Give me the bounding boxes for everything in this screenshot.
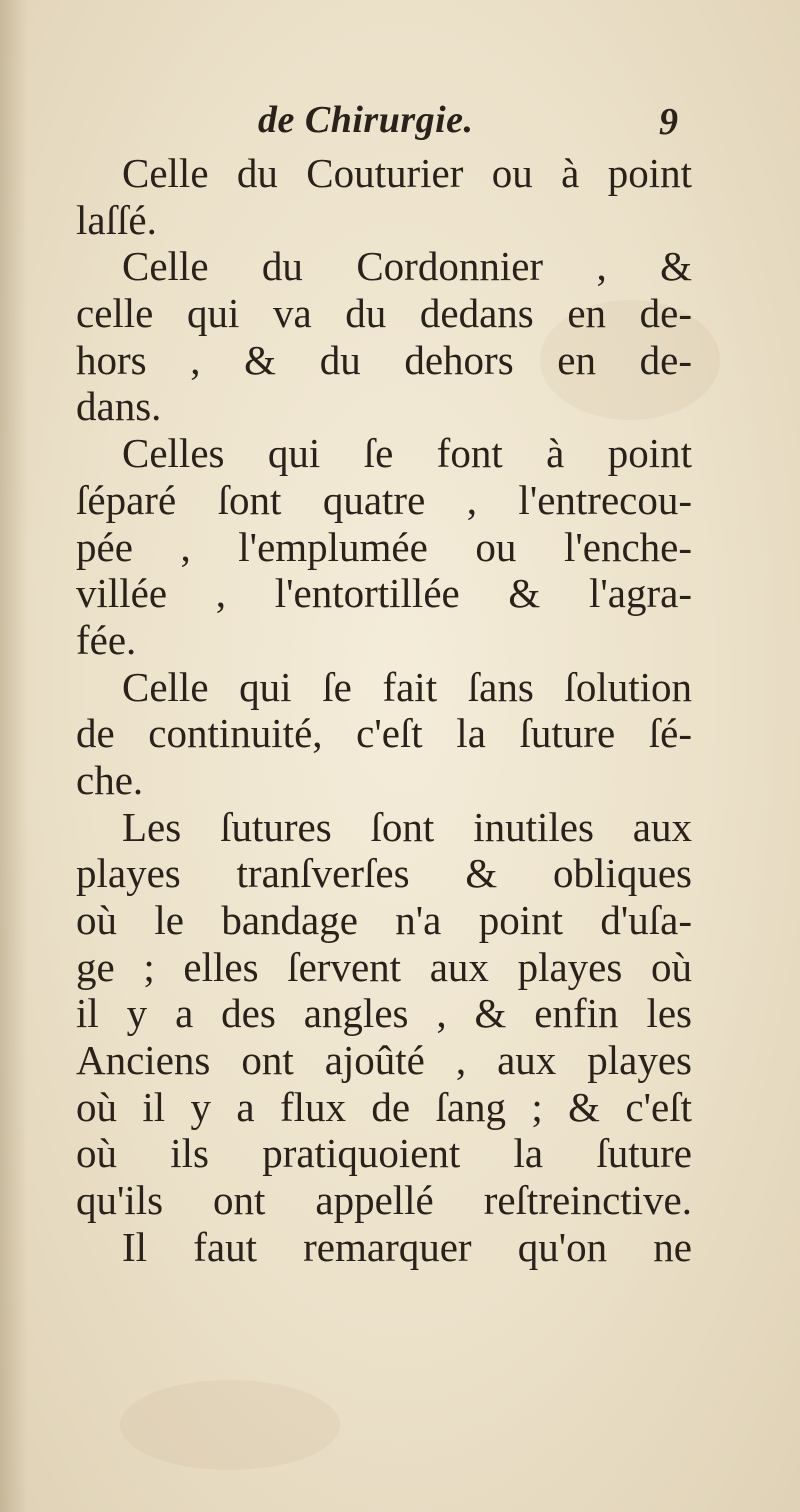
paper-stain <box>120 1380 340 1470</box>
text-line: qu'ils ont appellé reſtreinctive. <box>76 1177 692 1224</box>
text-line: Celle qui ſe fait ſans ſolution <box>122 663 692 710</box>
text-line: où ils pratiquoient la ſuture <box>76 1130 692 1177</box>
text-line: celle qui va du dedans en de- <box>76 290 692 337</box>
text-line: Celle du Cordonnier , & <box>122 243 692 290</box>
text-line: dans. <box>76 383 162 430</box>
text-body <box>76 150 692 1271</box>
text-line: laſſé. <box>76 196 157 243</box>
text-line: ſéparé ſont quatre , l'entrecou- <box>76 476 692 523</box>
text-line: fée. <box>76 616 137 663</box>
text-line: Les ſutures ſont inutiles aux <box>122 803 692 850</box>
text-line: Celle du Couturier ou à point <box>122 150 692 196</box>
text-line: Anciens ont ajoûté , aux playes <box>76 1037 692 1084</box>
text-line: où il y a flux de ſang ; & c'eſt <box>76 1083 692 1130</box>
text-line: ge ; elles ſervent aux playes où <box>76 943 692 990</box>
text-line: playes tranſverſes & obliques <box>76 850 692 897</box>
text-line: villée , l'entortillée & l'agra- <box>76 570 692 617</box>
running-head <box>258 98 678 150</box>
text-line: pée , l'emplumée ou l'enche- <box>76 523 692 570</box>
text-line: où le bandage n'a point d'uſa- <box>76 897 692 943</box>
text-line: Il faut remarquer qu'on ne <box>122 1223 692 1270</box>
page-number: 9 <box>659 101 678 143</box>
text-line: hors , & du dehors en de- <box>76 336 692 383</box>
page-edge-shadow <box>0 0 28 1512</box>
text-line: che. <box>76 756 144 803</box>
running-title: de Chirurgie. <box>258 99 474 141</box>
text-line: Celles qui ſe font à point <box>122 430 692 477</box>
text-line: il y a des angles , & enfin les <box>76 990 692 1037</box>
text-line: de continuité, c'eſt la ſuture ſé- <box>76 710 692 757</box>
